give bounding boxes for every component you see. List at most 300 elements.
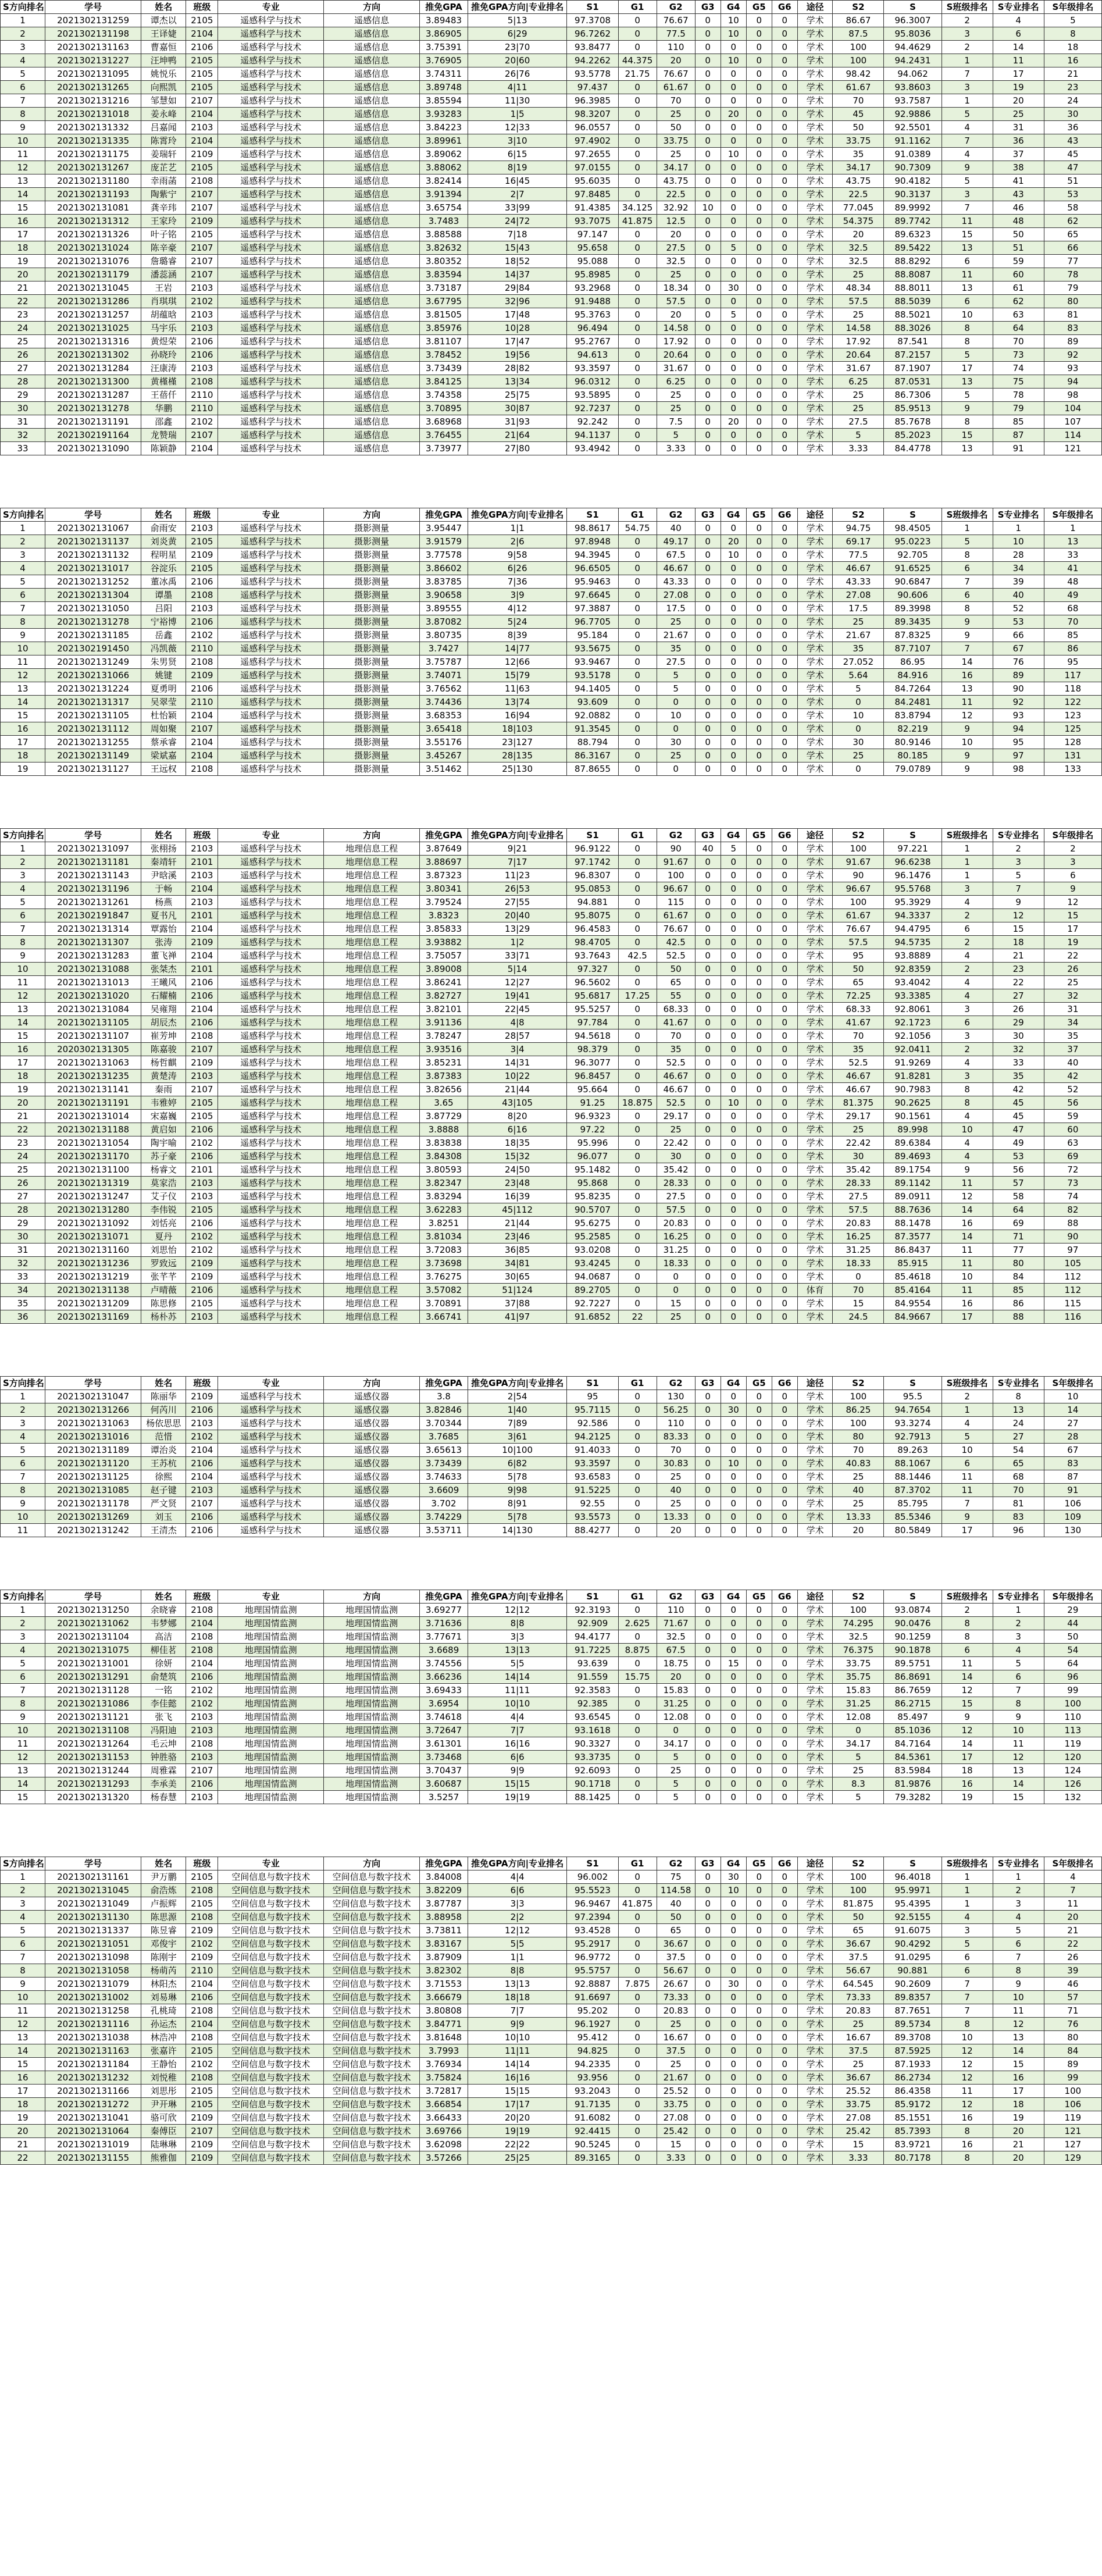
table-cell: 20 (993, 2151, 1044, 2165)
table-cell: 摄影测量 (324, 642, 420, 655)
table-cell: 85.9513 (884, 402, 941, 415)
table-cell: 空间信息与数字技术 (324, 1884, 420, 1897)
table-cell: 92.8359 (884, 963, 941, 976)
table-cell: 17 (993, 2085, 1044, 2098)
table-cell: 19 (1, 2111, 45, 2125)
table-cell: 0 (721, 963, 746, 976)
table-row (1, 575, 1102, 589)
table-cell: 20 (1, 2125, 45, 2138)
table-cell: 0 (721, 268, 746, 282)
table-cell: 0 (618, 1524, 657, 1537)
table-cell: 0 (618, 1724, 657, 1737)
table-cell: 0 (772, 1644, 797, 1657)
column-header: G3 (695, 1857, 721, 1870)
table-cell: 0 (695, 121, 721, 134)
table-cell: 2021302131092 (45, 1217, 141, 1230)
table-cell: 23|70 (468, 41, 567, 54)
table-cell: 9|9 (468, 2018, 567, 2031)
table-cell: 7 (941, 201, 993, 215)
table-row (1, 976, 1102, 989)
table-cell: 20 (993, 94, 1044, 108)
table-cell: 5 (1044, 14, 1101, 27)
table-cell: 3 (941, 882, 993, 896)
table-row (1, 2111, 1102, 2125)
table-cell: 52.5 (833, 1056, 884, 1070)
column-header: 班级 (186, 829, 218, 842)
table-row (1, 1163, 1102, 1177)
table-cell: 卢振辉 (141, 1897, 186, 1911)
table-cell: 2021302131038 (45, 2031, 141, 2044)
table-cell: 0 (721, 1964, 746, 1978)
table-cell: 学术 (797, 295, 833, 308)
table-cell: 3.62283 (420, 1203, 468, 1217)
table-cell: 0 (695, 54, 721, 67)
table-cell: 84.9554 (884, 1297, 941, 1310)
table-cell: 0 (746, 1203, 772, 1217)
table-cell: 11 (941, 2085, 993, 2098)
table-cell: 0 (618, 1470, 657, 1484)
table-cell: 81 (1044, 308, 1101, 322)
table-cell: 5 (941, 108, 993, 121)
table-row (1, 1711, 1102, 1724)
table-cell: 学术 (797, 575, 833, 589)
table-cell: 93.2043 (567, 2085, 618, 2098)
table-cell: 13.33 (657, 1510, 695, 1524)
table-cell: 0 (746, 1003, 772, 1016)
table-cell: 3.76562 (420, 682, 468, 696)
table-cell: 52.5 (657, 949, 695, 963)
table-cell: 15 (993, 922, 1044, 936)
table-cell: 2102 (186, 1230, 218, 1244)
table-cell: 学术 (797, 1951, 833, 1964)
table-cell: 遥感信息 (324, 255, 420, 268)
table-cell: 0 (772, 629, 797, 642)
table-cell: 地理信息工程 (324, 1123, 420, 1136)
table-cell: 2021302131219 (45, 1270, 141, 1284)
column-header: 专业 (218, 1, 324, 14)
table-cell: 空间信息与数字技术 (218, 1937, 324, 1951)
table-cell: 92 (993, 696, 1044, 709)
table-row (1, 1951, 1102, 1964)
table-cell: 遥感科学与技术 (218, 1110, 324, 1123)
table-cell: 2021302131108 (45, 1724, 141, 1737)
table-cell: 0 (772, 1110, 797, 1123)
table-cell: 3.74229 (420, 1510, 468, 1524)
table-cell: 空间信息与数字技术 (324, 2111, 420, 2125)
table-cell: 2107 (186, 429, 218, 442)
table-cell: 32 (993, 1043, 1044, 1056)
table-cell: 0 (746, 1884, 772, 1897)
table-cell: 40 (1044, 1056, 1101, 1070)
table-cell: 2106 (186, 1217, 218, 1230)
table-cell: 2021302131181 (45, 856, 141, 869)
column-header: S专业排名 (993, 1857, 1044, 1870)
table-cell: 12 (941, 709, 993, 722)
table-cell: 65 (833, 976, 884, 989)
table-cell: 学术 (797, 1096, 833, 1110)
table-cell: 0 (721, 134, 746, 148)
table-cell: 学术 (797, 1924, 833, 1937)
table-cell: 2110 (186, 402, 218, 415)
table-cell: 8.3 (833, 1777, 884, 1791)
table-cell: 2021302131001 (45, 1657, 141, 1670)
table-cell: 2104 (186, 1444, 218, 1457)
table-cell: 2021302131086 (45, 1697, 141, 1711)
table-cell: 0 (746, 669, 772, 682)
table-cell: 34 (1044, 1016, 1101, 1029)
table-cell: 学术 (797, 282, 833, 295)
table-cell: 学术 (797, 1524, 833, 1537)
table-cell: 2021302131112 (45, 722, 141, 736)
table-cell: 92.55 (567, 1497, 618, 1510)
table-cell: 19 (993, 81, 1044, 94)
table-cell: 0 (618, 575, 657, 589)
table-cell: 85.9172 (884, 2098, 941, 2111)
table-cell: 1 (941, 856, 993, 869)
table-cell: 0 (772, 1070, 797, 1083)
table-cell: 9 (941, 722, 993, 736)
table-cell: 31.25 (833, 1697, 884, 1711)
table-cell: 16 (941, 2111, 993, 2125)
table-cell: 0 (721, 2111, 746, 2125)
table-cell: 89.1754 (884, 1163, 941, 1177)
table-cell: 8|39 (468, 629, 567, 642)
table-cell: 0 (746, 1964, 772, 1978)
table-cell: 96.4583 (567, 922, 618, 936)
table-cell: 宋嘉巍 (141, 1110, 186, 1123)
table-cell: 94.7654 (884, 1403, 941, 1417)
table-cell: 遥感仪器 (324, 1444, 420, 1457)
table-cell: 遥感信息 (324, 228, 420, 241)
table-cell: 0 (695, 602, 721, 615)
table-cell: 5 (941, 389, 993, 402)
table-cell: 29 (993, 1016, 1044, 1029)
table-cell: 2021302131090 (45, 442, 141, 455)
table-cell: 89.5751 (884, 1657, 941, 1670)
table-cell: 80.9146 (884, 736, 941, 749)
table-cell: 127 (1044, 2138, 1101, 2151)
table-cell: 1 (941, 1884, 993, 1897)
table-cell: 7|7 (468, 1724, 567, 1737)
table-cell: 3.73439 (420, 362, 468, 375)
table-cell: 18.75 (657, 1657, 695, 1670)
table-cell: 98 (1044, 389, 1101, 402)
table-row (1, 2071, 1102, 2085)
table-cell: 0 (746, 936, 772, 949)
table-cell: 27|80 (468, 442, 567, 455)
table-cell: 51 (993, 241, 1044, 255)
table-cell: 0 (721, 1764, 746, 1777)
table-cell: 65 (1044, 228, 1101, 241)
table-cell: 2107 (186, 1497, 218, 1510)
table-cell: 30 (657, 1150, 695, 1163)
table-cell: 0 (695, 949, 721, 963)
table-cell: 地理信息工程 (324, 1177, 420, 1190)
table-cell: 0 (772, 1911, 797, 1924)
column-header: 姓名 (141, 1377, 186, 1390)
table-cell: 空间信息与数字技术 (324, 1911, 420, 1924)
table-cell: 遥感科学与技术 (218, 148, 324, 161)
table-cell: 学术 (797, 1083, 833, 1096)
table-cell: 37.5 (657, 1951, 695, 1964)
table-cell: 3 (941, 27, 993, 41)
table-cell: 0 (695, 1937, 721, 1951)
table-cell: 95.5757 (567, 1964, 618, 1978)
table-cell: 遥感科学与技术 (218, 121, 324, 134)
table-cell: 44 (1044, 1617, 1101, 1630)
table-cell: 16 (1, 215, 45, 228)
table-cell: 6 (1, 1457, 45, 1470)
table-cell: 37|88 (468, 1297, 567, 1310)
table-cell: 3.6954 (420, 1697, 468, 1711)
table-cell: 2021302131121 (45, 1711, 141, 1724)
table-cell: 3.91136 (420, 1016, 468, 1029)
table-cell: 0 (721, 1217, 746, 1230)
table-cell: 8|91 (468, 1497, 567, 1510)
table-cell: 空间信息与数字技术 (218, 2031, 324, 2044)
table-cell: 遥感科学与技术 (218, 1177, 324, 1190)
table-cell: 2105 (186, 161, 218, 174)
table-cell: 0 (618, 763, 657, 776)
table-cell: 93.5778 (567, 67, 618, 81)
table-cell: 20.64 (833, 348, 884, 362)
table-cell: 10 (941, 1270, 993, 1284)
table-cell: 87.2157 (884, 348, 941, 362)
table-cell: 刘炎黄 (141, 535, 186, 548)
table-cell: 0 (721, 1430, 746, 1444)
table-cell: 0 (721, 936, 746, 949)
table-cell: 87.5 (833, 27, 884, 41)
table-cell: 0 (618, 389, 657, 402)
table-cell: 0 (657, 1284, 695, 1297)
column-header: S班级排名 (941, 1377, 993, 1390)
table-cell: 于畅 (141, 882, 186, 896)
table-cell: 王清杰 (141, 1524, 186, 1537)
table-cell: 0 (721, 1991, 746, 2004)
table-cell: 庞芷艺 (141, 161, 186, 174)
table-cell: 遥感信息 (324, 81, 420, 94)
table-cell: 遥感科学与技术 (218, 1310, 324, 1324)
table-cell: 0 (695, 188, 721, 201)
table-cell: 51|124 (468, 1284, 567, 1297)
table-cell: 76.67 (657, 67, 695, 81)
table-cell: 5 (941, 1937, 993, 1951)
table-cell: 0 (695, 629, 721, 642)
table-cell: 14.58 (833, 322, 884, 335)
table-cell: 3.75391 (420, 41, 468, 54)
table-cell: 学术 (797, 615, 833, 629)
table-cell: 学术 (797, 1390, 833, 1403)
table-cell: 2021302131242 (45, 1524, 141, 1537)
table-cell: 0 (746, 161, 772, 174)
table-cell: 70 (833, 1444, 884, 1457)
table-cell: 32 (1, 429, 45, 442)
table-cell: 2021302131312 (45, 215, 141, 228)
table-cell: 5 (657, 682, 695, 696)
table-cell: 37.5 (833, 1951, 884, 1964)
table-cell: 91.0295 (884, 1951, 941, 1964)
table-cell: 地理信息工程 (324, 1029, 420, 1043)
table-cell: 4 (941, 1056, 993, 1070)
table-cell: 15|15 (468, 1777, 567, 1791)
table-cell: 0 (721, 1937, 746, 1951)
table-cell: 32|96 (468, 295, 567, 308)
table-cell: 12 (1, 161, 45, 174)
table-cell: 0 (772, 1430, 797, 1444)
table-cell: 120 (1044, 1751, 1101, 1764)
table-cell: 3.89008 (420, 963, 468, 976)
table-cell: 35 (657, 1043, 695, 1056)
table-cell: 76.67 (657, 922, 695, 936)
table-cell: 86.7659 (884, 1684, 941, 1697)
table-row (1, 1417, 1102, 1430)
table-cell: 莫家浩 (141, 1177, 186, 1190)
table-cell: 0 (772, 869, 797, 882)
table-cell: 0 (618, 589, 657, 602)
table-cell: 32.92 (657, 201, 695, 215)
table-cell: 2101 (186, 856, 218, 869)
table-cell: 0 (746, 322, 772, 335)
table-cell: 0 (721, 882, 746, 896)
table-cell: 8 (941, 2018, 993, 2031)
table-cell: 0 (657, 1724, 695, 1737)
table-cell: 9 (1, 949, 45, 963)
table-cell: 2106 (186, 615, 218, 629)
table-cell: 94.613 (567, 348, 618, 362)
table-cell: 83 (1044, 1457, 1101, 1470)
table-cell: 遥感科学与技术 (218, 335, 324, 348)
table-cell: 2109 (186, 148, 218, 161)
table-cell: 3.6609 (420, 1484, 468, 1497)
table-cell: 杜怡颖 (141, 709, 186, 722)
table-cell: 55 (657, 989, 695, 1003)
table-cell: 90 (993, 682, 1044, 696)
table-cell: 0 (695, 1083, 721, 1096)
table-cell: 85.1036 (884, 1724, 941, 1737)
table-cell: 96.0557 (567, 121, 618, 134)
table-cell: 3.91579 (420, 535, 468, 548)
table-cell: 92.9886 (884, 108, 941, 121)
table-cell: 严文贤 (141, 1497, 186, 1510)
table-cell: 0 (746, 642, 772, 655)
table-cell: 0 (772, 108, 797, 121)
table-cell: 119 (1044, 2111, 1101, 2125)
table-cell: 0 (721, 1284, 746, 1297)
table-cell: 12 (941, 2071, 993, 2085)
table-cell: 空间信息与数字技术 (324, 1991, 420, 2004)
table-cell: 13 (941, 682, 993, 696)
table-cell: 秦靖轩 (141, 856, 186, 869)
table-cell: 0 (772, 148, 797, 161)
table-cell: 43.33 (833, 575, 884, 589)
table-cell: 0 (772, 1937, 797, 1951)
table-cell: 0 (721, 255, 746, 268)
table-cell: 遥感仪器 (324, 1484, 420, 1497)
table-cell: 3 (1, 1630, 45, 1644)
table-cell: 学术 (797, 1297, 833, 1310)
table-row (1, 241, 1102, 255)
table-cell: 遥感科学与技术 (218, 602, 324, 615)
table-cell: 0 (772, 2004, 797, 2018)
table-cell: 98.4505 (884, 522, 941, 535)
table-cell: 85 (993, 415, 1044, 429)
table-cell: 3.77671 (420, 1630, 468, 1644)
table-cell: 91.6525 (884, 562, 941, 575)
table-cell: 覃露怡 (141, 922, 186, 936)
table-cell: 0 (772, 1737, 797, 1751)
table-cell: 遥感科学与技术 (218, 1524, 324, 1537)
table-cell: 2 (993, 842, 1044, 856)
table-cell: 17.25 (618, 989, 657, 1003)
table-cell: 25 (657, 1123, 695, 1136)
table-cell: 68 (993, 1470, 1044, 1484)
table-cell: 0 (695, 696, 721, 709)
table-cell: 2106 (186, 682, 218, 696)
table-cell: 0 (695, 1163, 721, 1177)
table-cell: 地理国情监测 (218, 1644, 324, 1657)
table-cell: 2105 (186, 1897, 218, 1911)
table-cell: 0 (721, 1070, 746, 1083)
table-cell: 0 (695, 1003, 721, 1016)
table-cell: 2105 (186, 1297, 218, 1310)
table-cell: 张栩扬 (141, 842, 186, 856)
table-cell: 陈刚宇 (141, 1951, 186, 1964)
table-cell: 3.75057 (420, 949, 468, 963)
table-cell: 0 (746, 348, 772, 362)
table-cell: 87.3577 (884, 1230, 941, 1244)
column-header: S (884, 829, 941, 842)
table-cell: 0 (746, 1684, 772, 1697)
table-cell: 94.4177 (567, 1630, 618, 1644)
table-cell: 15|15 (468, 2085, 567, 2098)
table-cell: 0 (746, 1497, 772, 1510)
table-cell: 0 (772, 1177, 797, 1190)
table-cell: 0 (618, 1390, 657, 1403)
table-cell: 3.89483 (420, 14, 468, 27)
table-cell: 空间信息与数字技术 (324, 2071, 420, 2085)
table-cell: 0 (695, 27, 721, 41)
table-cell: 0 (695, 562, 721, 575)
table-cell: 17|48 (468, 308, 567, 322)
table-row (1, 1764, 1102, 1777)
table-cell: 遥感信息 (324, 161, 420, 174)
table-cell: 0 (746, 589, 772, 602)
table-cell: 0 (695, 2031, 721, 2044)
table-cell: 20 (657, 308, 695, 322)
column-header: 推免GPA (420, 1590, 468, 1604)
table-cell: 90.1561 (884, 1110, 941, 1123)
table-cell: 梁斌嘉 (141, 749, 186, 763)
table-cell: 25 (657, 2058, 695, 2071)
column-header: 班级 (186, 1377, 218, 1390)
table-cell: 周如聚 (141, 722, 186, 736)
table-cell: 92.909 (567, 1617, 618, 1630)
table-cell: 17.5 (833, 602, 884, 615)
column-header: G4 (721, 1590, 746, 1604)
table-cell: 学术 (797, 1604, 833, 1617)
table-cell: 0 (618, 642, 657, 655)
table-cell: 空间信息与数字技术 (324, 1951, 420, 1964)
table-cell: 92 (1044, 348, 1101, 362)
table-cell: 21|64 (468, 429, 567, 442)
table-cell: 3.8888 (420, 1123, 468, 1136)
table-cell: 71.67 (657, 1617, 695, 1630)
table-cell: 0 (746, 1136, 772, 1150)
table-cell: 45 (833, 108, 884, 121)
table-cell: 97.437 (567, 81, 618, 94)
table-cell: 崔芳坤 (141, 1029, 186, 1043)
table-cell: 学术 (797, 1270, 833, 1284)
